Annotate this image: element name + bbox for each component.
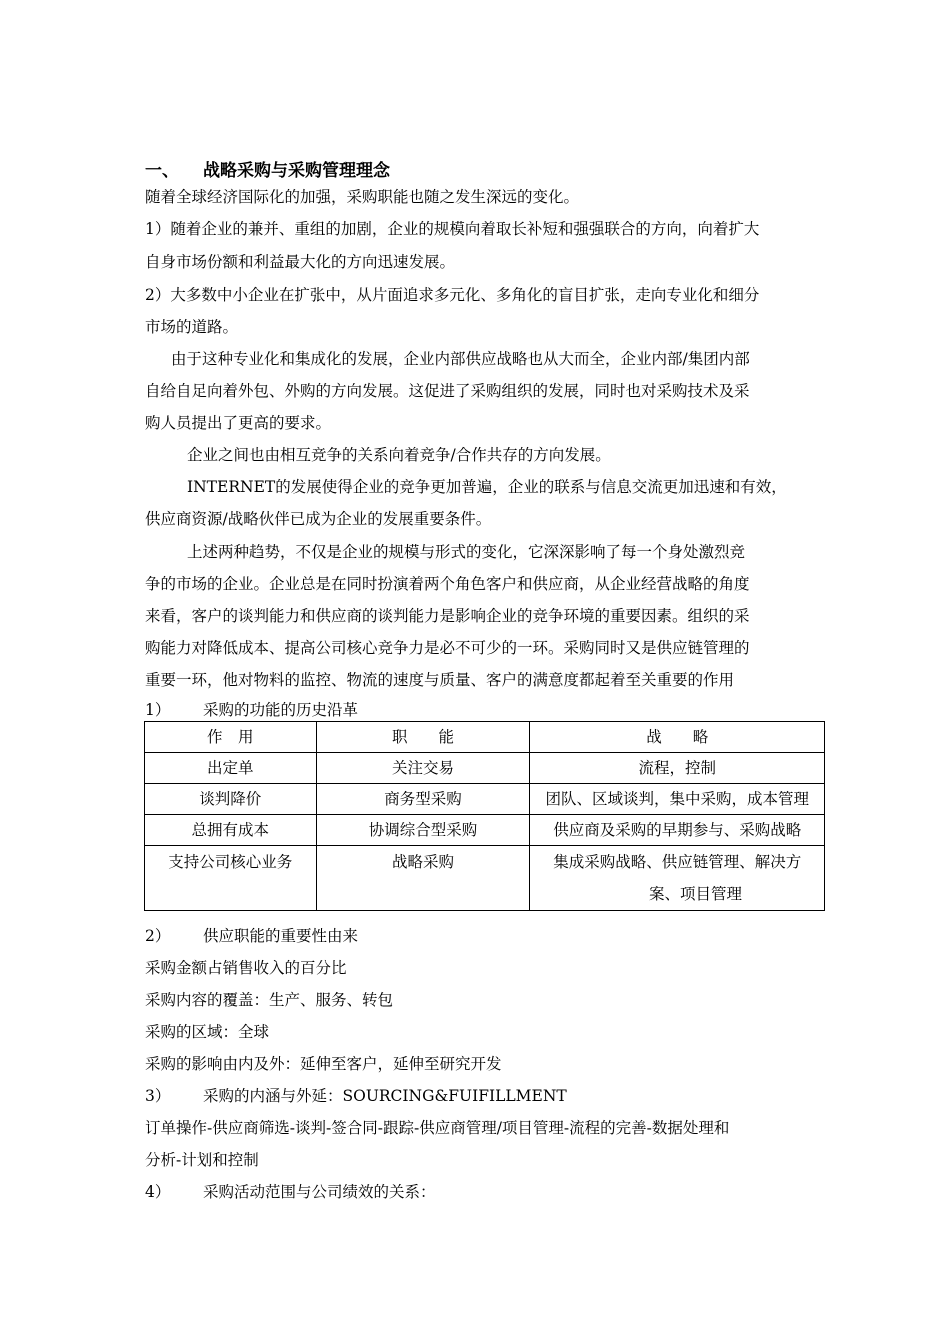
table-cell-line: 案、项目管理 [648,885,742,903]
table-cell-line: 集成采购战略、供应链管理、解决方 [553,853,802,871]
table-row [145,753,825,784]
table-header-cell: 战 略 [530,722,825,753]
section-3-line: 订单操作-供应商筛选-谈判-签合同-跟踪-供应商管理/项目管理-流程的完善-数据处理和 [145,1119,730,1137]
table-row [145,784,825,815]
paragraph-line: 购人员提出了更高的要求。 [145,414,332,432]
section-2-line: 采购的影响由内及外：延伸至客户，延伸至研究开发 [145,1055,502,1073]
table-cell: 谈判降价 [145,784,317,815]
section-1-title [145,700,358,720]
section-3-title [145,1086,567,1106]
table-cell: 总拥有成本 [145,815,317,846]
table-header-cell: 职 能 [316,722,530,753]
paragraph-line: 重要一环，他对物料的监控、物流的速度与质量、客户的满意度都起着至关重要的作用 [145,671,735,689]
section-2-text: 供应职能的重要性由来 [203,927,359,945]
table-cell: 出定单 [145,753,317,784]
table-cell: 流程，控制 [530,753,825,784]
paragraph-line: 2）大多数中小企业在扩张中，从片面追求多元化、多角化的盲目扩张，走向专业化和细分 [145,286,760,304]
table-cell: 支持公司核心业务 [145,846,317,911]
section-1-number: 1） [145,701,171,719]
table-cell: 协调综合型采购 [316,815,530,846]
table-cell [530,846,825,911]
paragraph-line: 由于这种专业化和集成化的发展，企业内部供应战略也从大而全，企业内部/集团内部 [171,350,750,368]
paragraph-line: 自身市场份额和利益最大化的方向迅速发展。 [145,253,456,271]
table-cell: 供应商及采购的早期参与、采购战略 [530,815,825,846]
section-4-text: 采购活动范围与公司绩效的关系： [203,1183,436,1201]
procurement-history-table [144,721,825,911]
heading-title: 战略采购与采购管理理念 [203,161,390,181]
section-heading [145,156,390,181]
section-1-text: 采购的功能的历史沿革 [203,701,359,719]
table-row [145,815,825,846]
paragraph-line: 供应商资源/战略伙伴已成为企业的发展重要条件。 [145,510,492,528]
paragraph-line: 市场的道路。 [145,318,239,336]
section-2-line: 采购的区域：全球 [145,1023,270,1041]
paragraph-line: 争的市场的企业。企业总是在同时扮演着两个角色客户和供应商，从企业经营战略的角度 [145,575,750,593]
paragraph-line: 企业之间也由相互竞争的关系向着竞争/合作共存的方向发展。 [187,446,611,464]
section-4-number: 4） [145,1183,171,1201]
section-4-title [145,1182,436,1202]
section-3-text: 采购的内涵与外延：SOURCING&FUIFILLMENT [203,1087,567,1105]
section-2-title [145,926,358,946]
table-header-row [145,722,825,753]
table-cell: 商务型采购 [316,784,530,815]
paragraph-line: 自给自足向着外包、外购的方向发展。这促进了采购组织的发展，同时也对采购技术及采 [145,382,750,400]
heading-number: 一、 [145,161,179,181]
table-cell: 战略采购 [316,846,530,911]
section-3-number: 3） [145,1087,171,1105]
section-3-line: 分析-计划和控制 [145,1151,259,1169]
table-cell: 关注交易 [316,753,530,784]
section-2-number: 2） [145,927,171,945]
paragraph-line: 来看，客户的谈判能力和供应商的谈判能力是影响企业的竞争环境的重要因素。组织的采 [145,607,750,625]
table-row [145,846,825,911]
paragraph-line: 购能力对降低成本、提高公司核心竞争力是必不可少的一环。采购同时又是供应链管理的 [145,639,750,657]
table-header-cell: 作 用 [145,722,317,753]
paragraph-line: INTERNET的发展使得企业的竞争更加普遍，企业的联系与信息交流更加迅速和有效， [187,478,787,496]
section-2-line: 采购金额占销售收入的百分比 [145,959,347,977]
table-cell: 团队、区域谈判，集中采购，成本管理 [530,784,825,815]
paragraph-line: 随着全球经济国际化的加强，采购职能也随之发生深远的变化。 [145,188,580,206]
paragraph-line: 1）随着企业的兼并、重组的加剧，企业的规模向着取长补短和强强联合的方向，向着扩大 [145,220,760,238]
section-2-line: 采购内容的覆盖：生产、服务、转包 [145,991,394,1009]
paragraph-line: 上述两种趋势，不仅是企业的规模与形式的变化，它深深影响了每一个身处激烈竞 [187,543,746,561]
